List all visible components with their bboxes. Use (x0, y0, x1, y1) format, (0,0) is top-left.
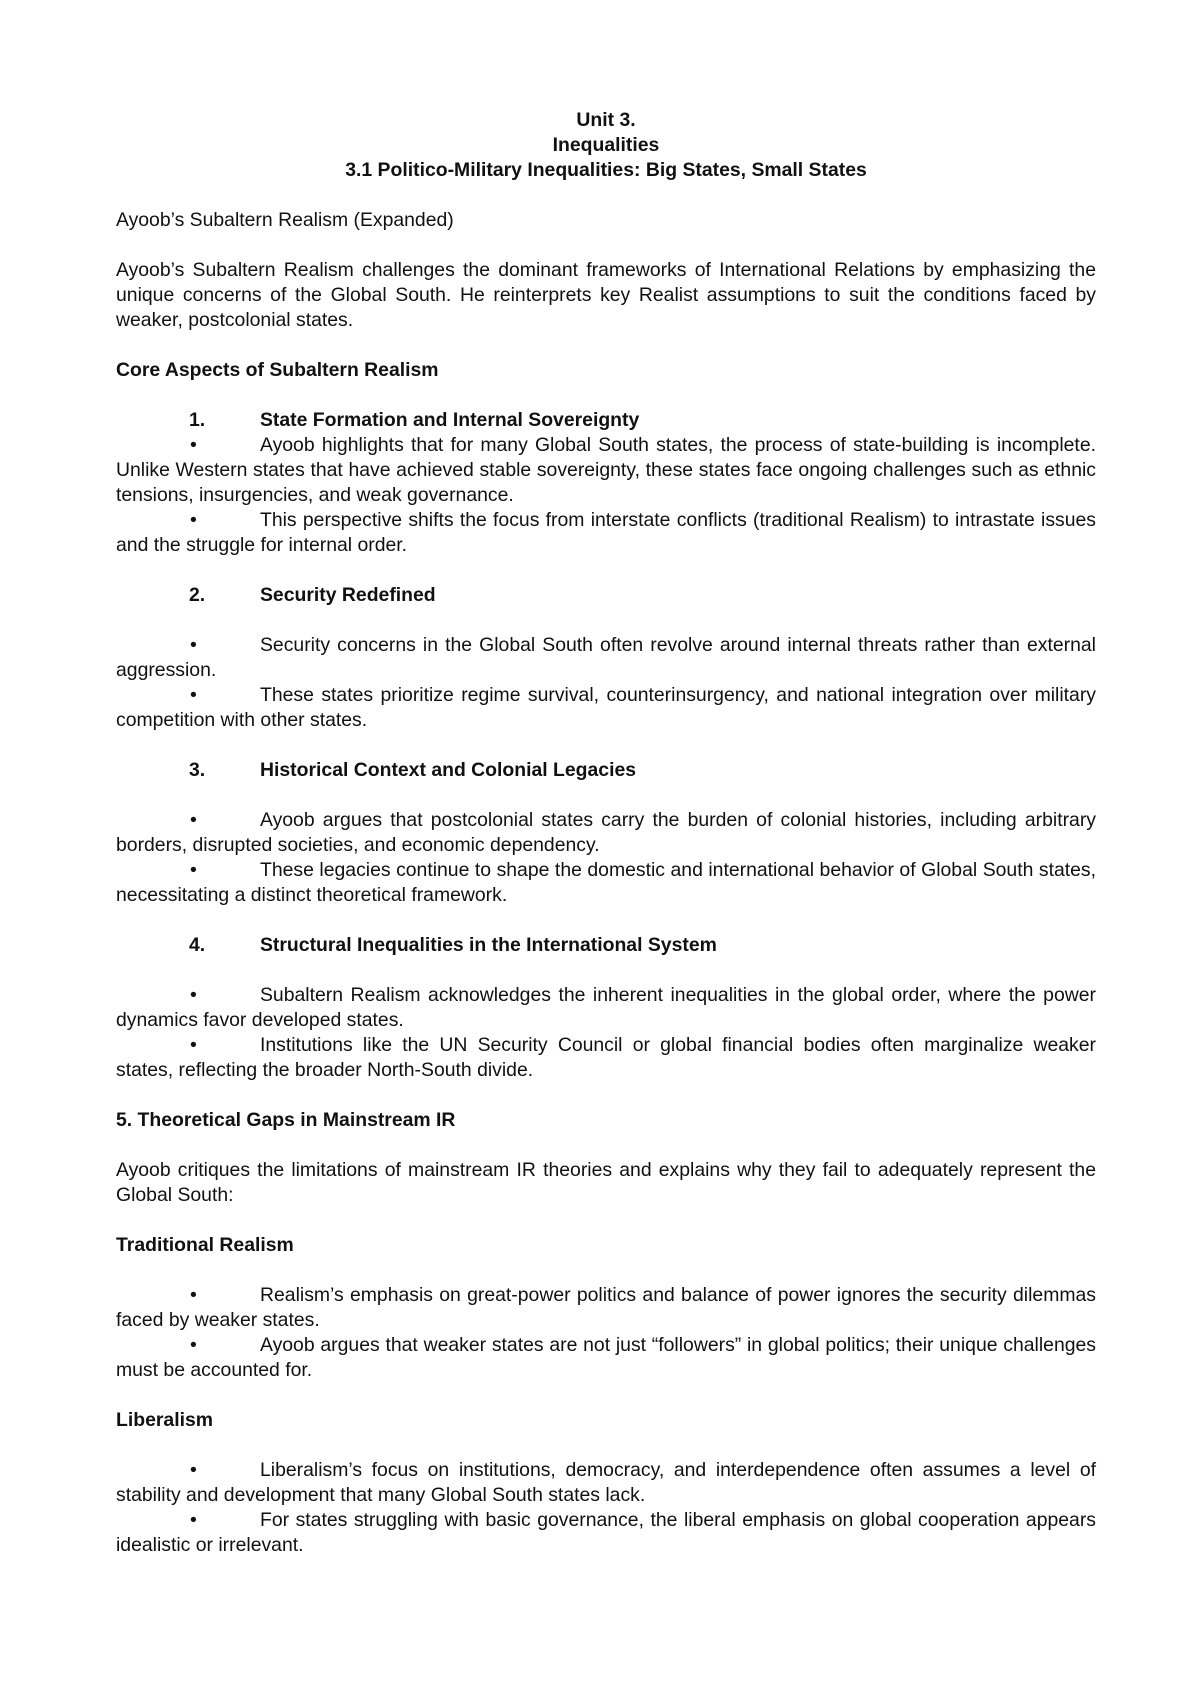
section-4-bullet-1: • Subaltern Realism acknowledges the inherent inequalities in the global order, where the power dynamics favor developed states. (116, 984, 1096, 1031)
bullet-icon: • (190, 1459, 197, 1481)
section-3-title: Historical Context and Colonial Legacies (260, 759, 637, 781)
bullet-icon: • (190, 1334, 197, 1356)
topic-title: Inequalities (552, 134, 660, 156)
liberalism-bullet-1: • Liberalism’s focus on institutions, democracy, and interdependence often assumes a level of stability and development that many Global South states lack. (116, 1459, 1096, 1506)
bullet-icon: • (190, 509, 197, 531)
section-title: 3.1 Politico-Military Inequalities: Big States, Small States (345, 159, 867, 181)
section-3-bullet-2: • These legacies continue to shape the domestic and international behavior of Global South states, necessitating a distinct theoretical framework. (116, 859, 1096, 906)
realism-bullet-2: • Ayoob argues that weaker states are not just “followers” in global politics; their unique challenges must be accounted for. (116, 1334, 1096, 1381)
section-3-heading (116, 758, 1096, 783)
section-4-title: Structural Inequalities in the International System (260, 934, 717, 956)
bullet-icon: • (190, 1509, 197, 1531)
bullet-icon: • (190, 634, 197, 656)
liberalism-heading: Liberalism (116, 1409, 213, 1431)
section-2-bullet-2: • These states prioritize regime survival, counterinsurgency, and national integration over military competition with other states. (116, 684, 1096, 731)
intro-paragraph: Ayoob’s Subaltern Realism challenges the dominant frameworks of International Relations by emphasizing the unique concerns of the Global South. He reinterprets key Realist assumptions to suit the conditions faced by weaker, postcolonial states. (116, 259, 1096, 331)
section-1-heading (116, 408, 1096, 433)
bullet-icon: • (190, 1034, 197, 1056)
liberalism-bullet-2: • For states struggling with basic governance, the liberal emphasis on global cooperation appears idealistic or irrelevant. (116, 1509, 1096, 1556)
document-page (116, 108, 1096, 1558)
bullet-icon: • (190, 434, 197, 456)
gaps-heading: 5. Theoretical Gaps in Mainstream IR (116, 1109, 456, 1131)
section-1-bullet-1: • Ayoob highlights that for many Global South states, the process of state-building is incomplete. Unlike Western states that have achieved stable sovereignty, these states face ongoing challenges such as ethnic tensions, insurgencies, and weak governance. (116, 434, 1096, 506)
bullet-icon: • (190, 684, 197, 706)
section-1-number: 1. (189, 409, 206, 431)
section-4-bullet-2: • Institutions like the UN Security Council or global financial bodies often marginalize weaker states, reflecting the broader North-South divide. (116, 1034, 1096, 1081)
section-2-title: Security Redefined (260, 584, 436, 606)
section-4-heading (116, 933, 1096, 958)
intro-subtitle: Ayoob’s Subaltern Realism (Expanded) (116, 209, 454, 231)
section-3-number: 3. (189, 759, 206, 781)
unit-title: Unit 3. (576, 109, 636, 131)
bullet-icon: • (190, 984, 197, 1006)
section-3-bullet-1: • Ayoob argues that postcolonial states carry the burden of colonial histories, including arbitrary borders, disrupted societies, and economic dependency. (116, 809, 1096, 856)
section-2-number: 2. (189, 584, 206, 606)
section-4-number: 4. (189, 934, 206, 956)
section-1-bullet-2: • This perspective shifts the focus from interstate conflicts (traditional Realism) to intrastate issues and the struggle for internal order. (116, 509, 1096, 556)
realism-bullet-1: • Realism’s emphasis on great-power politics and balance of power ignores the security dilemmas faced by weaker states. (116, 1284, 1096, 1331)
title-block (116, 108, 1096, 183)
bullet-icon: • (190, 859, 197, 881)
section-2-bullet-1: • Security concerns in the Global South often revolve around internal threats rather than external aggression. (116, 634, 1096, 681)
section-2-heading (116, 583, 1096, 608)
gaps-paragraph: Ayoob critiques the limitations of mainstream IR theories and explains why they fail to adequately represent the Global South: (116, 1159, 1096, 1206)
section-1-title: State Formation and Internal Sovereignty (260, 409, 640, 431)
realism-heading: Traditional Realism (116, 1234, 294, 1256)
bullet-icon: • (190, 809, 197, 831)
core-aspects-heading: Core Aspects of Subaltern Realism (116, 359, 439, 381)
bullet-icon: • (190, 1284, 197, 1306)
